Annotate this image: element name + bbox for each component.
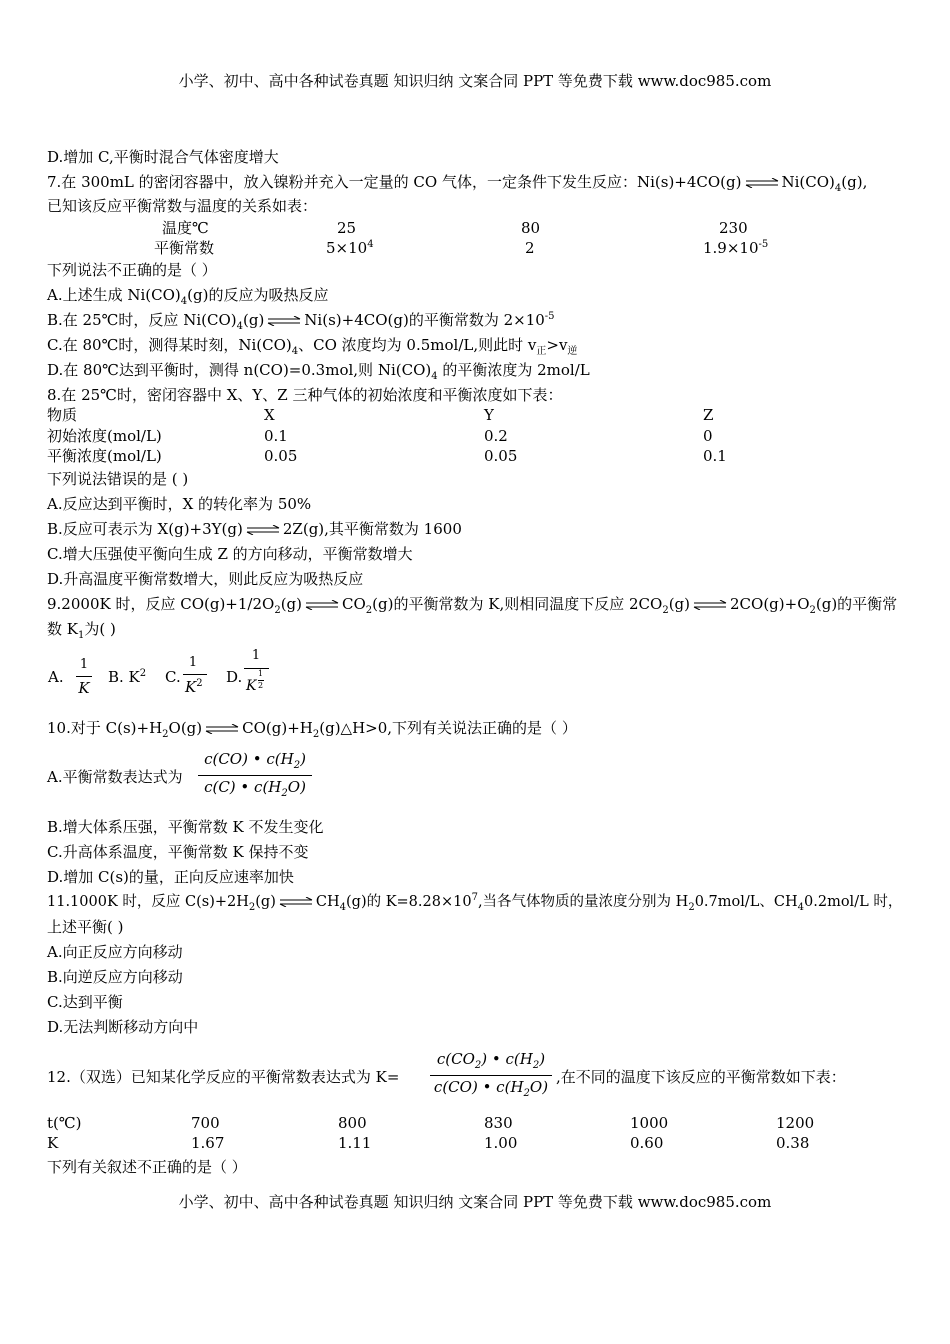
equilibrium-arrow-icon xyxy=(693,600,727,610)
equilibrium-arrow-icon xyxy=(305,600,339,610)
q12-table-r1c0: t(℃) xyxy=(47,1114,82,1132)
q8-table-r2c2: 0.05 xyxy=(484,447,518,465)
q11-option-c: C.达到平衡 xyxy=(47,993,123,1011)
q7-table-k-1: $5\times 10^4$ xyxy=(326,239,374,257)
q8-prompt: 下列说法错误的是 ( ) xyxy=(47,470,189,488)
q11-option-a: A.向正反应方向移动 xyxy=(47,943,183,961)
equilibrium-arrow-icon xyxy=(745,178,779,188)
q10-option-a-fraction: c(CO) • $c(H_2)$ c(C) • $c(H_2O)$ xyxy=(196,750,314,802)
q8-table-h1: X xyxy=(264,406,275,424)
q7-stem-line1: 7.在 300mL 的密闭容器中，放入镍粉并充入一定量的 CO 气体，一定条件下发生反应：Ni(s)+4CO(g) $Ni(CO)_4(g)$, xyxy=(47,173,868,194)
q11-option-d: D.无法判断移动方向中 xyxy=(47,1018,199,1036)
q10-stem: 10.对于 $C(s)+H_2O(g)$ $CO(g)+H_2(g)\triangle H>0$,下列有关说法正确的是（ ） xyxy=(47,719,577,740)
q8-option-c: C.增大压强使平衡向生成 Z 的方向移动，平衡常数增大 xyxy=(47,545,413,563)
q12-stem-prefix: 12.（双选）已知某化学反应的平衡常数表达式为 K= xyxy=(47,1068,400,1086)
q12-table-r2c2: 1.11 xyxy=(338,1134,372,1152)
q7-table-temp-label: 温度℃ xyxy=(162,219,209,237)
q7-stem-line2: 已知该反应平衡常数与温度的关系如表： xyxy=(47,197,318,215)
q12-table-r2c5: 0.38 xyxy=(776,1134,810,1152)
q12-table-r1c4: 1000 xyxy=(630,1114,669,1132)
q8-option-d: D.升高温度平衡常数增大，则此反应为吸热反应 xyxy=(47,570,364,588)
q8-table-h3: Z xyxy=(703,406,714,424)
q12-stem-suffix: ,在不同的温度下该反应的平衡常数如下表： xyxy=(556,1068,846,1086)
q12-table-r1c1: 700 xyxy=(191,1114,220,1132)
q10-option-d: D.增加 C(s)的量，正向反应速率加快 xyxy=(47,868,294,886)
q12-table-r1c3: 830 xyxy=(484,1114,513,1132)
equilibrium-arrow-icon xyxy=(205,724,239,734)
q7-table-temp-1: 25 xyxy=(337,219,357,237)
q9-stem-line1: 9.2000K 时，反应 $CO(g)+1/2O_2(g)$ $CO_2(g)$的平衡常数为 K,则相同温度下反应 $2CO_2(g)$ $2CO(g)+O_2(g)$的平衡常 xyxy=(47,595,898,616)
page-header: 小学、初中、高中各种试卷真题 知识归纳 文案合同 PPT 等免费下载 www.doc985.com xyxy=(178,72,772,90)
q12-table-r1c2: 800 xyxy=(338,1114,367,1132)
q6-option-d: D.增加 C,平衡时混合气体密度增大 xyxy=(47,148,279,166)
q10-option-a-prefix: A.平衡常数表达式为 xyxy=(47,768,183,786)
q8-table-r1c3: 0 xyxy=(703,427,713,445)
q9-option-a-fraction: 1 K xyxy=(74,657,94,699)
q7-table-k-label: 平衡常数 xyxy=(154,239,215,257)
equilibrium-arrow-icon xyxy=(279,897,313,907)
q10-option-b: B.增大体系压强，平衡常数 K 不发生变化 xyxy=(47,818,324,836)
q8-stem: 8.在 25℃时，密闭容器中 X、Y、Z 三种气体的初始浓度和平衡浓度如下表： xyxy=(47,386,563,404)
equilibrium-arrow-icon xyxy=(267,316,301,326)
equilibrium-arrow-icon xyxy=(246,525,280,535)
q12-table-r2c3: 1.00 xyxy=(484,1134,518,1152)
q7-option-d: D.在 80℃达到平衡时，测得 n(CO)=0.3mol,则 $Ni(CO)_4$ 的平衡浓度为 2mol/L xyxy=(47,361,590,382)
q9-option-d-label: D. xyxy=(226,668,243,686)
q8-table-r2c3: 0.1 xyxy=(703,447,727,465)
q12-table-r2c1: 1.67 xyxy=(191,1134,225,1152)
q9-option-a-label: A. xyxy=(48,668,64,686)
q7-table-k-3: $1.9\times 10^{-5}$ xyxy=(703,239,769,257)
q9-option-c-label: C. xyxy=(165,668,181,686)
q7-table-temp-2: 80 xyxy=(521,219,541,237)
q8-table-h2: Y xyxy=(484,406,494,424)
q7-table-temp-3: 230 xyxy=(719,219,748,237)
q7-option-b: B.在 25℃时，反应 $Ni(CO)_4(g)$ Ni(s)+4CO(g)的平衡常数为 $2\times 10^{-5}$ xyxy=(47,311,555,332)
q8-table-r1c2: 0.2 xyxy=(484,427,508,445)
q7-prompt: 下列说法不正确的是（ ） xyxy=(47,261,217,279)
q12-table-r2c4: 0.60 xyxy=(630,1134,664,1152)
q7-option-c: C.在 80℃时，测得某时刻，$Ni(CO)_4$、CO 浓度均为 0.5mol/L,则此时 $v_正>v_逆$ xyxy=(47,336,578,357)
page-footer: 小学、初中、高中各种试卷真题 知识归纳 文案合同 PPT 等免费下载 www.doc985.com xyxy=(178,1193,772,1211)
q8-table-r2c0: 平衡浓度(mol/L) xyxy=(47,447,162,465)
q10-option-c: C.升高体系温度，平衡常数 K 保持不变 xyxy=(47,843,309,861)
q8-table-r2c1: 0.05 xyxy=(264,447,298,465)
q7-option-a: A.上述生成 $Ni(CO)_4(g)$的反应为吸热反应 xyxy=(47,286,329,307)
q8-option-a: A.反应达到平衡时，X 的转化率为 50% xyxy=(47,495,312,513)
q7-table-k-2: 2 xyxy=(525,239,535,257)
q12-k-fraction: $c(CO_2)$ • $c(H_2)$ c(CO) • $c(H_2O)$ xyxy=(428,1050,554,1102)
q9-option-b: B. $K^2$ xyxy=(108,668,147,686)
q8-table-r1c0: 初始浓度(mol/L) xyxy=(47,427,162,445)
q9-option-c-fraction: 1 $K^2$ xyxy=(182,655,208,699)
q12-table-r1c5: 1200 xyxy=(776,1114,815,1132)
q11-stem-line2: 上述平衡( ) xyxy=(47,918,124,936)
q9-option-d-fraction: 1 K 1 2 xyxy=(243,648,271,704)
q12-table-r2c0: K xyxy=(47,1134,59,1152)
q8-option-b: B.反应可表示为 X(g)+3Y(g) 2Z(g),其平衡常数为 1600 xyxy=(47,520,462,538)
q8-table-r1c1: 0.1 xyxy=(264,427,288,445)
q8-table-h0: 物质 xyxy=(47,406,78,424)
q12-prompt: 下列有关叙述不正确的是（ ） xyxy=(47,1158,247,1176)
q11-stem-line1: 11.1000K 时，反应 $C(s)+2H_2(g)$ $CH_4(g)$的 $K=8.28\times 10^7$,当各气体物质的量浓度分别为 $H_20.7mol/L$、$CH_40.2mol/L$ 时， xyxy=(47,892,903,913)
q11-option-b: B.向逆反应方向移动 xyxy=(47,968,183,986)
q9-stem-line2: 数 $K_1$为( ) xyxy=(47,620,116,641)
